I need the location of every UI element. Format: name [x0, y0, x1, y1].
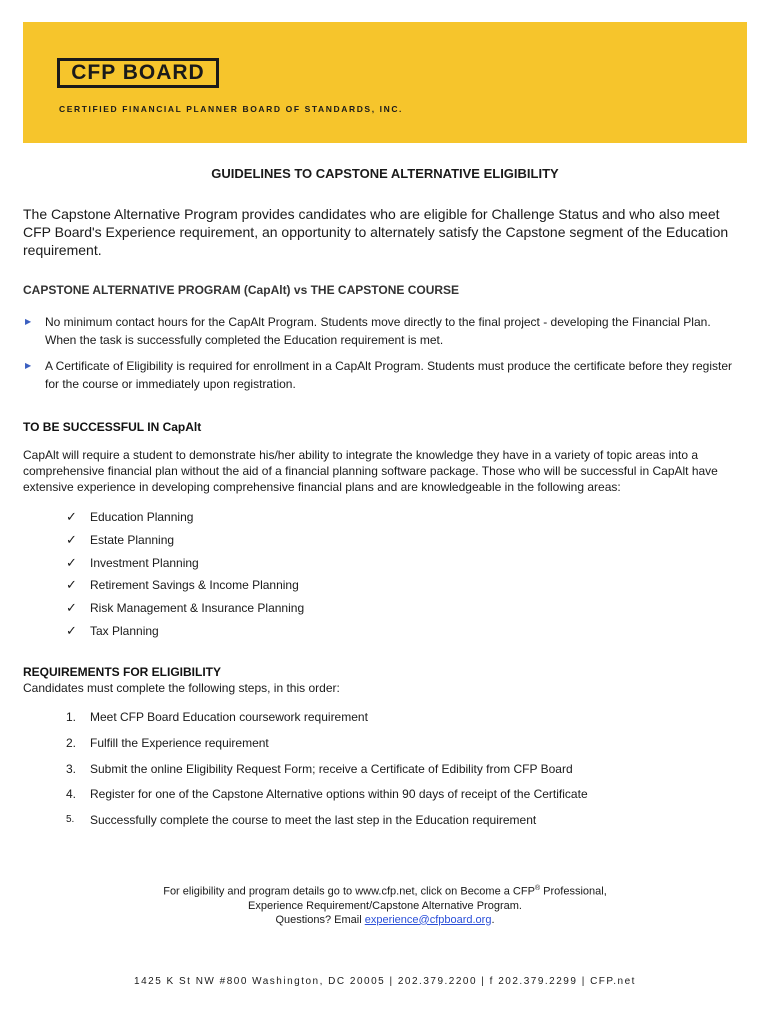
- checkmark-icon: ✓: [66, 532, 77, 548]
- checkmark-icon: ✓: [66, 622, 77, 638]
- registered-mark: ®: [534, 885, 541, 892]
- capalt-heading: CAPSTONE ALTERNATIVE PROGRAM (CapAlt) vs THE CAPSTONE COURSE: [23, 283, 460, 297]
- footer-line-3-suffix: .: [491, 913, 495, 926]
- organization-name: CERTIFIED FINANCIAL PLANNER BOARD OF STANDARDS, INC.: [59, 104, 404, 114]
- logo-text: CFP BOARD: [71, 61, 205, 84]
- list-item: [23, 357, 743, 393]
- list-item: [66, 551, 304, 574]
- list-item: [66, 760, 588, 786]
- email-link[interactable]: experience@cfpboard.org: [364, 913, 492, 926]
- area-label: Estate Planning: [90, 533, 175, 548]
- list-item: [66, 506, 304, 529]
- checkmark-icon: ✓: [66, 577, 77, 593]
- list-item: [66, 574, 304, 597]
- step-text: Meet CFP Board Education coursework requirement: [90, 710, 368, 724]
- triangle-right-icon: ▶: [25, 361, 32, 370]
- questions-label: Questions? Email: [275, 913, 365, 926]
- area-label: Retirement Savings & Income Planning: [90, 578, 299, 593]
- footer-line-2: Experience Requirement/Capstone Alternative Program.: [248, 899, 522, 912]
- eligibility-steps-list: [66, 708, 588, 837]
- area-label: Investment Planning: [90, 555, 199, 570]
- footer-line-1-text: For eligibility and program details go to www.cfp.net, click on Become a CFP: [163, 885, 535, 898]
- list-item: [66, 785, 588, 811]
- header-banner: [23, 22, 747, 143]
- step-number: 4.: [66, 787, 77, 802]
- address-bar: 1425 K St NW #800 Washington, DC 20005 | 202.379.2200 | f 202.379.2299 | CFP.net: [134, 976, 636, 987]
- footer-line-3: [0, 913, 770, 927]
- list-item: [23, 313, 743, 349]
- checkmark-icon: ✓: [66, 600, 77, 616]
- step-number: 5.: [66, 814, 75, 826]
- document-title: GUIDELINES TO CAPSTONE ALTERNATIVE ELIGIBILITY: [211, 166, 559, 181]
- list-item: [66, 708, 588, 734]
- requirements-heading: REQUIREMENTS FOR ELIGIBILITY: [23, 665, 222, 679]
- bullet-text: A Certificate of Eligibility is required for enrollment in a CapAlt Program. Students must produce the certificate before they register for the course or immediately upon registration.: [45, 359, 732, 391]
- step-text: Submit the online Eligibility Request Form; receive a Certificate of Edibility from CFP Board: [90, 761, 573, 776]
- bullet-text: No minimum contact hours for the CapAlt Program. Students move directly to the final project - developing the Financial Plan. When the task is successfully completed the Education requirement is met.: [45, 315, 711, 347]
- triangle-right-icon: ▶: [25, 317, 32, 326]
- step-text: Successfully complete the course to meet the last step in the Education requirement: [90, 813, 537, 828]
- area-label: Risk Management & Insurance Planning: [90, 601, 305, 616]
- step-number: 3.: [66, 761, 77, 776]
- checkmark-icon: ✓: [66, 509, 77, 525]
- footer-note: [0, 882, 770, 927]
- knowledge-areas-list: [66, 506, 304, 642]
- footer-line-1-suffix: Professional,: [540, 885, 607, 898]
- requirements-intro: Candidates must complete the following steps, in this order:: [23, 681, 340, 695]
- step-text: Register for one of the Capstone Alternative options within 90 days of receipt of the Certificate: [90, 787, 588, 802]
- area-label: Tax Planning: [90, 623, 159, 638]
- list-item: [66, 529, 304, 552]
- list-item: [66, 811, 588, 837]
- step-number: 1.: [66, 710, 77, 724]
- step-number: 2.: [66, 735, 77, 750]
- area-label: Education Planning: [90, 510, 194, 525]
- footer-line-1: [0, 882, 770, 899]
- capalt-bullet-list: [23, 313, 743, 401]
- cfp-board-logo: [57, 58, 219, 88]
- success-heading: TO BE SUCCESSFUL IN CapAlt: [23, 420, 202, 434]
- checkmark-icon: ✓: [66, 554, 77, 570]
- list-item: [66, 734, 588, 760]
- list-item: [66, 597, 304, 620]
- step-text: Fulfill the Experience requirement: [90, 735, 269, 750]
- success-paragraph: CapAlt will require a student to demonstrate his/her ability to integrate the knowledge they have in a variety of topic areas into a comprehensive financial plan without the aid of a financial planning software package. Those who will be successful in CapAlt have extensive experience in developing comprehensive financial plans and are knowledgeable in the following areas:: [23, 448, 718, 494]
- intro-paragraph: The Capstone Alternative Program provides candidates who are eligible for Challenge Status and who also meet CFP Board's Experience requirement, an opportunity to alternately satisfy the Capstone segment of the Education requirement.: [23, 206, 729, 258]
- list-item: [66, 619, 304, 642]
